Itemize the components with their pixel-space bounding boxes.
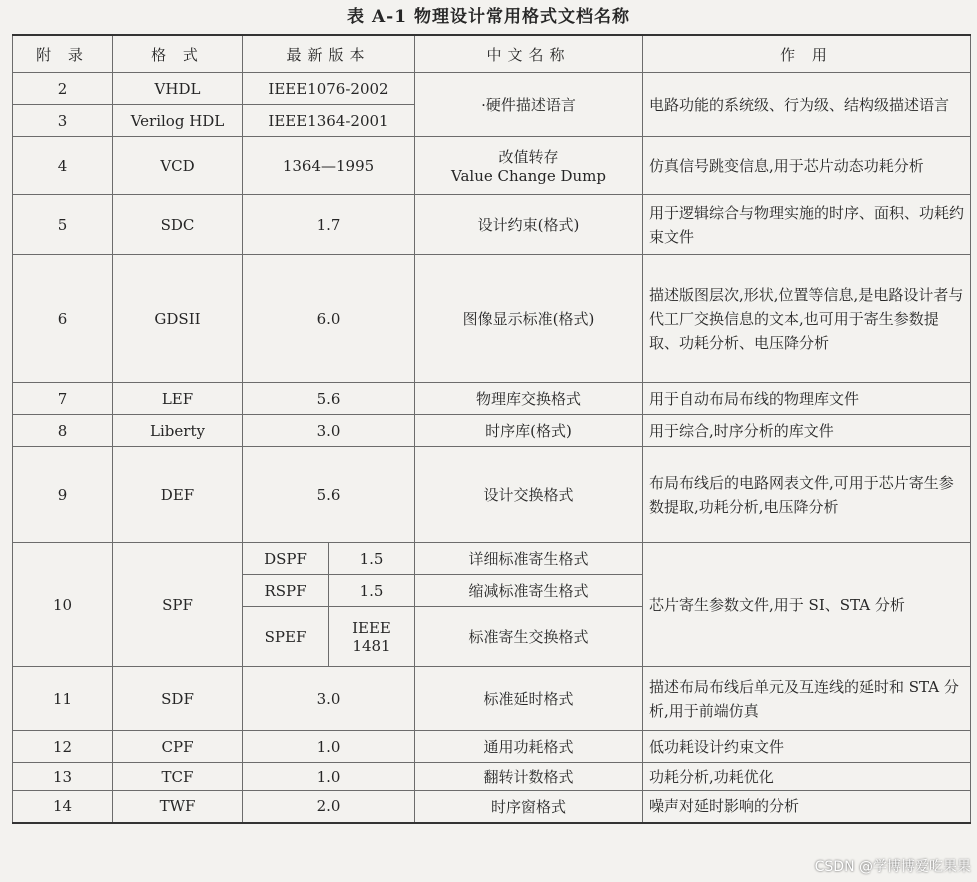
format-table <box>12 34 971 824</box>
header-format: 格 式 <box>113 35 243 73</box>
row-number: 11 <box>13 667 113 731</box>
cn-name: 缩减标准寄生格式 <box>415 575 643 607</box>
format-name: DEF <box>113 447 243 543</box>
row-number: 6 <box>13 255 113 383</box>
version: 3.0 <box>243 415 415 447</box>
usage: 噪声对延时影响的分析 <box>643 791 971 823</box>
format-name: LEF <box>113 383 243 415</box>
header-usage: 作 用 <box>643 35 971 73</box>
subformat-name: RSPF <box>243 575 329 607</box>
cn-name-line2: Value Change Dump <box>451 167 607 185</box>
table-row <box>13 137 971 195</box>
version: 2.0 <box>243 791 415 823</box>
table-row <box>13 255 971 383</box>
format-name: TWF <box>113 791 243 823</box>
version: 3.0 <box>243 667 415 731</box>
format-name: SPF <box>113 543 243 667</box>
subformat-name: DSPF <box>243 543 329 575</box>
format-name: GDSII <box>113 255 243 383</box>
table-row <box>13 447 971 543</box>
table-row <box>13 667 971 731</box>
cn-name: 标准寄生交换格式 <box>415 607 643 667</box>
cn-name: 物理库交换格式 <box>415 383 643 415</box>
format-name: SDC <box>113 195 243 255</box>
cn-name-line1: 改值转存 <box>498 148 559 166</box>
version: IEEE 1481 <box>329 607 415 667</box>
version: 1.7 <box>243 195 415 255</box>
cn-name: 时序窗格式 <box>415 791 643 823</box>
version: 5.6 <box>243 383 415 415</box>
cn-name: 通用功耗格式 <box>415 731 643 763</box>
row-number: 2 <box>13 73 113 105</box>
format-name: Verilog HDL <box>113 105 243 137</box>
row-number: 13 <box>13 763 113 791</box>
format-name: VCD <box>113 137 243 195</box>
table-row <box>13 763 971 791</box>
row-number: 8 <box>13 415 113 447</box>
usage: 用于逻辑综合与物理实施的时序、面积、功耗约束文件 <box>643 195 971 255</box>
cn-name: 详细标准寄生格式 <box>415 543 643 575</box>
row-number: 4 <box>13 137 113 195</box>
table-title: 表 A-1 物理设计常用格式文档名称 <box>347 7 630 27</box>
usage: 低功耗设计约束文件 <box>643 731 971 763</box>
version: IEEE1076-2002 <box>243 73 415 105</box>
cn-name: 设计交换格式 <box>415 447 643 543</box>
table-row <box>13 731 971 763</box>
format-name: Liberty <box>113 415 243 447</box>
table-row <box>13 383 971 415</box>
cn-name: 设计约束(格式) <box>415 195 643 255</box>
subformat-name: SPEF <box>243 607 329 667</box>
usage: 用于自动布局布线的物理库文件 <box>643 383 971 415</box>
usage: 描述布局布线后单元及互连线的延时和 STA 分析,用于前端仿真 <box>643 667 971 731</box>
usage: 用于综合,时序分析的库文件 <box>643 415 971 447</box>
cn-name: ·硬件描述语言 <box>415 73 643 137</box>
header-version: 最新版本 <box>243 35 415 73</box>
usage: 功耗分析,功耗优化 <box>643 763 971 791</box>
table-row <box>13 791 971 823</box>
format-name: SDF <box>113 667 243 731</box>
cn-name: 时序库(格式) <box>415 415 643 447</box>
version: 1.0 <box>243 763 415 791</box>
cn-name: 翻转计数格式 <box>415 763 643 791</box>
table-row <box>13 73 971 105</box>
table-row <box>13 543 971 575</box>
header-appendix: 附 录 <box>13 35 113 73</box>
usage: 布局布线后的电路网表文件,可用于芯片寄生参数提取,功耗分析,电压降分析 <box>643 447 971 543</box>
table-row <box>13 415 971 447</box>
cn-name <box>415 137 643 195</box>
version: 1.5 <box>329 575 415 607</box>
row-number: 3 <box>13 105 113 137</box>
usage: 描述版图层次,形状,位置等信息,是电路设计者与代工厂交换信息的文本,也可用于寄生参数提取、功耗分析、电压降分析 <box>643 255 971 383</box>
usage: 电路功能的系统级、行为级、结构级描述语言 <box>643 73 971 137</box>
version: 6.0 <box>243 255 415 383</box>
format-name: CPF <box>113 731 243 763</box>
cn-name: 标准延时格式 <box>415 667 643 731</box>
row-number: 12 <box>13 731 113 763</box>
row-number: 10 <box>13 543 113 667</box>
format-name: VHDL <box>113 73 243 105</box>
row-number: 7 <box>13 383 113 415</box>
version: 5.6 <box>243 447 415 543</box>
version: IEEE1364-2001 <box>243 105 415 137</box>
usage: 芯片寄生参数文件,用于 SI、STA 分析 <box>643 543 971 667</box>
row-number: 9 <box>13 447 113 543</box>
watermark: CSDN @学博博爱吃果果 <box>814 859 971 875</box>
row-number: 5 <box>13 195 113 255</box>
header-cn-name: 中文名称 <box>415 35 643 73</box>
version: 1.0 <box>243 731 415 763</box>
version: 1.5 <box>329 543 415 575</box>
row-number: 14 <box>13 791 113 823</box>
format-name: TCF <box>113 763 243 791</box>
usage: 仿真信号跳变信息,用于芯片动态功耗分析 <box>643 137 971 195</box>
version: 1364—1995 <box>243 137 415 195</box>
header-row <box>13 35 971 73</box>
cn-name: 图像显示标准(格式) <box>415 255 643 383</box>
table-row <box>13 195 971 255</box>
